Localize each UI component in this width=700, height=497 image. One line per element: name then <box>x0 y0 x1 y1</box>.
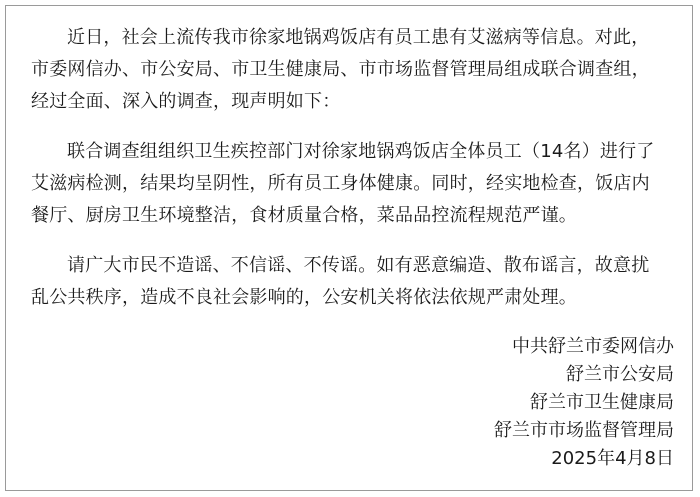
signatory-market-regulation-bureau: 舒兰市市场监督管理局 <box>494 420 674 441</box>
signatory-public-security-bureau: 舒兰市公安局 <box>566 364 674 385</box>
signatory-health-bureau: 舒兰市卫生健康局 <box>530 392 674 413</box>
notice-paragraph-findings <box>31 136 661 232</box>
notice-line: 联合调查组组织卫生疾控部门对徐家地锅鸡饭店全体员工（14名）进行了 <box>67 141 655 162</box>
notice-paragraph-warning <box>31 250 661 314</box>
notice-line: 市委网信办、市公安局、市卫生健康局、市市场监督管理局组成联合调查组， <box>31 59 650 80</box>
notice-line: 乱公共秩序，造成不良社会影响的，公安机关将依法依规严肃处理。 <box>31 287 577 308</box>
notice-line: 经过全面、深入的调查，现声明如下： <box>31 91 341 112</box>
signatory-cyberspace-office: 中共舒兰市委网信办 <box>512 336 674 357</box>
notice-line: 艾滋病检测，结果均呈阴性，所有员工身体健康。同时，经实地检查，饭店内 <box>31 173 650 194</box>
notice-line: 餐厅、厨房卫生环境整洁，食材质量合格，菜品品控流程规范严谨。 <box>31 205 577 226</box>
notice-date: 2025年4月8日 <box>551 448 674 469</box>
notice-line: 请广大市民不造谣、不信谣、不传谣。如有恶意编造、散布谣言，故意扰 <box>67 255 650 276</box>
notice-line: 近日，社会上流传我市徐家地锅鸡饭店有员工患有艾滋病等信息。对此， <box>67 27 650 48</box>
notice-paragraph-intro <box>31 22 661 118</box>
